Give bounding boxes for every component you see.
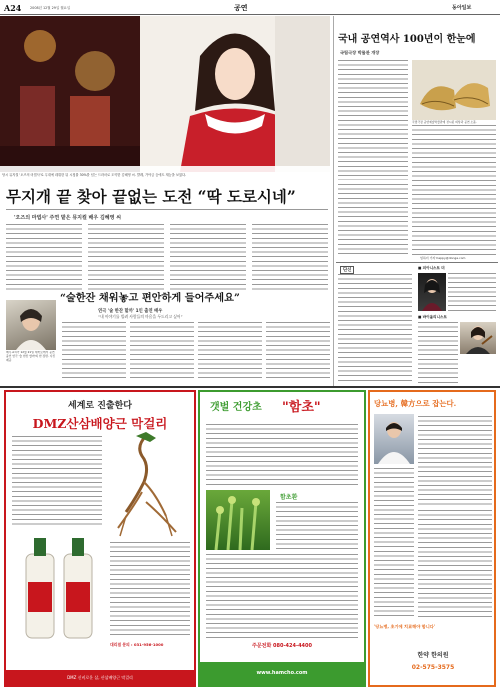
ad2-text-3 <box>206 554 358 638</box>
second-story-col-2 <box>130 322 194 380</box>
second-story-col-3 <box>198 322 262 380</box>
ad2-text-2 <box>276 502 358 550</box>
masthead-rule <box>0 14 500 15</box>
sidebar-text-3 <box>418 322 458 384</box>
hero-caption <box>0 166 330 172</box>
ad-hamcho <box>198 390 366 687</box>
ads-top-rule <box>0 386 500 388</box>
ad2-footer: www.hamcho.com <box>200 662 364 685</box>
ad2-text <box>206 424 358 486</box>
ad1-text <box>12 436 102 528</box>
right-headline: 국내 공연역사 100년이 한눈에 <box>338 34 476 45</box>
pianist-figure <box>418 273 446 311</box>
ad3-subtitle: '당뇨병, 초기에 치료해야 합니다' <box>374 624 436 629</box>
ad1-text-2 <box>110 542 190 638</box>
right-byline: 임하이 기자 happy@donga.com <box>420 256 466 260</box>
ad1-phone: 대리점 문의 : 031-956-1000 <box>110 642 164 647</box>
main-story-col-2 <box>88 224 164 290</box>
main-headline: 무지개 끝 찾아 끝없는 도전 “딱 도로시네” <box>6 187 296 206</box>
plant-illustration <box>206 490 270 550</box>
hero-photo-caption: 당시 뮤지컬 '오즈의 마법사'로 무대에 데뷔한 뒤 시청률 30%를 넘는 드라마로 도약한 김혜영 씨. 발레, 가야금 등에도 재능을 보였다. <box>2 173 187 177</box>
right-rule <box>336 262 498 263</box>
sidebar-section-3: ■ 바이올리니스트 <box>418 315 447 319</box>
main-story-col-1 <box>6 224 82 290</box>
ad1-footer: DMZ 신비로운 삼, 산삼배양근 막걸리 <box>6 670 194 685</box>
main-subhead: '오즈의 마법사' 주연 맡은 뮤지컬 배우 김혜영 씨 <box>14 215 122 221</box>
section-label: 공연 <box>234 3 248 12</box>
ad3-title: 당뇨병, 韓方으로 잡는다. <box>374 399 457 408</box>
museum-photo <box>412 60 496 120</box>
ad3-text-3 <box>418 510 492 618</box>
ad3-text-1 <box>418 416 492 506</box>
sidebar-title: 단신 <box>340 266 354 274</box>
second-subhead: 연극 '술 한잔 할까' 1인 출연 배우 <box>98 309 163 314</box>
museum-photo-caption: 국립극장 공연예술박물관에 전시된 의상과 공연 소품. <box>412 120 477 124</box>
makgeolli-bottles <box>16 532 106 642</box>
column-divider <box>333 16 334 386</box>
ginseng-root-image <box>106 432 190 540</box>
second-story-col-1 <box>62 322 126 380</box>
second-story-photo <box>6 300 56 350</box>
publisher-name: 동아일보 <box>452 5 472 11</box>
doctor-photo <box>374 414 414 464</box>
shoes-illustration <box>412 60 496 120</box>
ad2-pill-label: 함초환 <box>280 494 298 501</box>
ad3-phone: 02-575-3575 <box>411 664 455 671</box>
ad2-phone: 주문전화 080-424-4400 <box>251 643 312 649</box>
stage-scene <box>0 16 330 172</box>
ad-diabetes-clinic <box>368 390 496 687</box>
sidebar-text-2 <box>448 273 496 311</box>
ad1-title-main: DMZ산삼배양근 막걸리 <box>32 416 168 431</box>
right-col-text-1 <box>338 60 408 180</box>
ad2-headline-prefix: 갯벌 건강초 <box>210 402 262 413</box>
ad3-clinic-name: 한약 한의원 <box>417 652 449 659</box>
ad-dmz-makgeolli <box>4 390 196 687</box>
hamcho-plant-photo <box>206 490 270 550</box>
ad3-text-2 <box>374 468 414 618</box>
portrait-figure <box>6 300 56 350</box>
page-number: A24 <box>4 3 22 13</box>
date-line: 2008년 12월 29일 월요일 <box>30 6 71 10</box>
main-story-col-3 <box>170 224 246 290</box>
right-col-text-3 <box>338 184 408 255</box>
hero-photo <box>0 16 330 172</box>
violinist-figure <box>460 322 496 354</box>
pianist-photo <box>418 273 446 311</box>
right-col-text-2 <box>412 125 496 255</box>
doctor-figure <box>374 414 414 464</box>
second-subhead-2: “내 이야기를 빌려 사람들의 마음을 두드리고 싶어” <box>98 314 183 319</box>
sidebar-section-2: ■ 피아니스트 미 <box>418 266 445 270</box>
ad2-headline-main: "함초" <box>282 400 321 415</box>
ad1-title-small: 세계로 진출한다 <box>68 401 132 411</box>
masthead <box>0 0 500 14</box>
headline-rule <box>6 209 328 210</box>
second-headline: “술한잔 채워놓고 편안하게 들어주세요” <box>60 292 240 304</box>
violinist-photo <box>460 322 496 354</box>
sidebar-text-1 <box>338 274 412 384</box>
second-photo-caption: 배우 A씨가 12월 21일 대학로에서 공연 중인 연극 '술 한잔 할까'의 한 장면. 사진 제공 <box>6 351 56 362</box>
right-subhead: 국립극장 박물관 개장 <box>340 50 380 55</box>
main-story-col-4 <box>252 224 328 290</box>
second-story-col-4 <box>266 322 330 380</box>
ad2-header <box>200 392 364 422</box>
